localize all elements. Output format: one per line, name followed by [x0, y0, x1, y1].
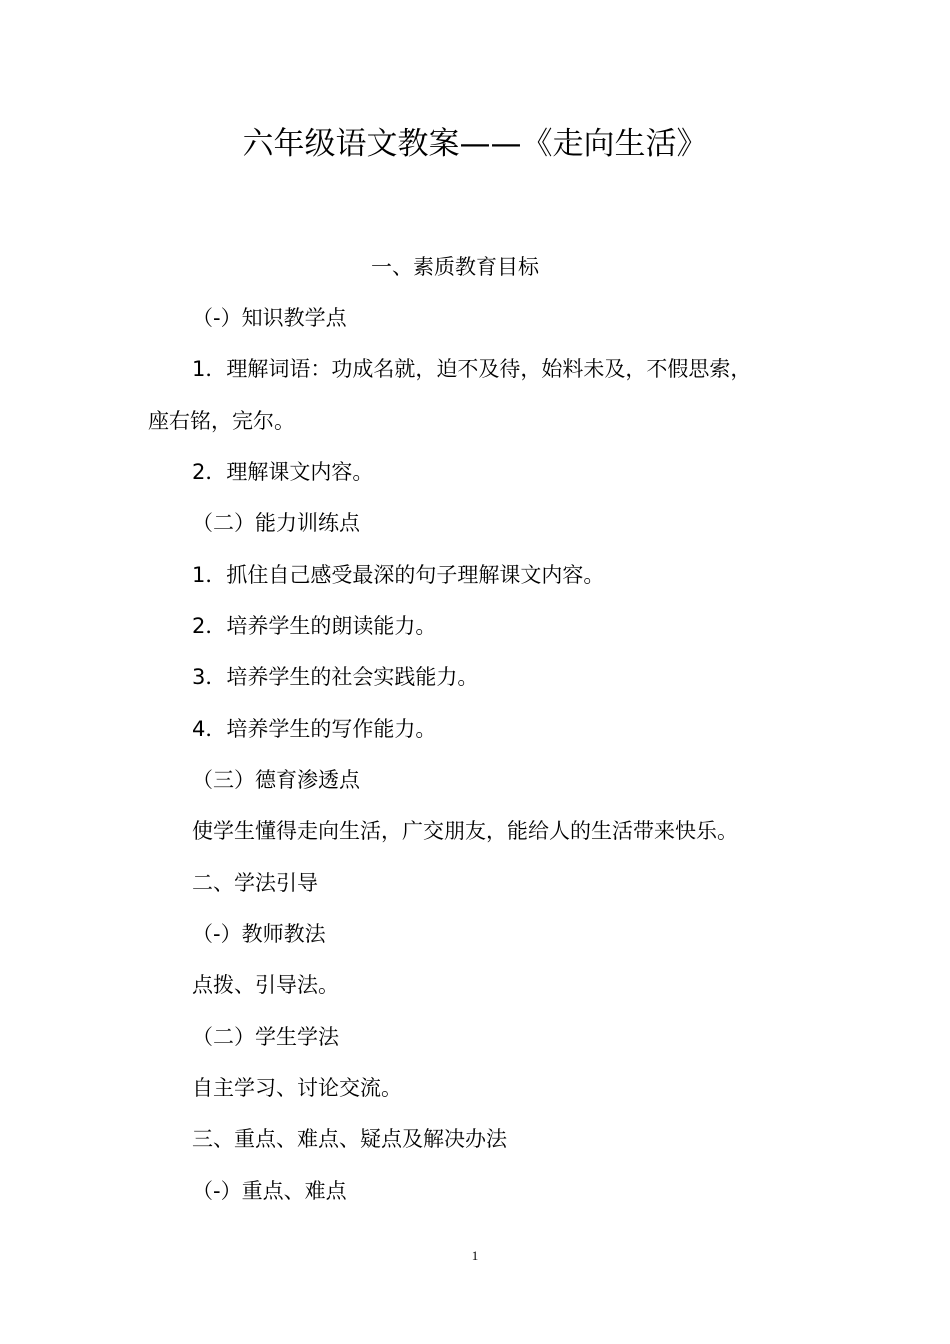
body-line: 使学生懂得走向生活，广交朋友，能给人的生活带来快乐。 [192, 819, 738, 843]
page-number: 1 [471, 1248, 479, 1263]
body-line: 1．理解词语：功成名就，迫不及待，始料未及，不假思索， [192, 357, 752, 381]
body-line-continuation: 座右铭，完尔。 [148, 409, 295, 433]
body-line: 4．培养学生的写作能力。 [192, 717, 437, 741]
section-heading-3: 三、重点、难点、疑点及解决办法 [192, 1127, 507, 1151]
document-title: 六年级语文教案——《走向生活》 [242, 126, 708, 162]
subsection-heading: （二）学生学法 [192, 1025, 339, 1049]
subsection-heading: （-）知识教学点 [192, 306, 347, 330]
subsection-heading: （-）教师教法 [192, 922, 326, 946]
subsection-heading: （-）重点、难点 [192, 1179, 347, 1203]
section-heading-2: 二、学法引导 [192, 871, 318, 895]
subsection-heading: （二）能力训练点 [192, 511, 360, 535]
body-line: 3．培养学生的社会实践能力。 [192, 665, 479, 689]
subsection-heading: （三）德育渗透点 [192, 768, 360, 792]
body-line: 1．抓住自己感受最深的句子理解课文内容。 [192, 563, 605, 587]
body-line: 2．培养学生的朗读能力。 [192, 614, 437, 638]
body-line: 自主学习、讨论交流。 [192, 1076, 402, 1100]
section-heading-1: 一、素质教育目标 [371, 255, 539, 279]
body-line: 点拨、引导法。 [192, 973, 339, 997]
body-line: 2．理解课文内容。 [192, 460, 374, 484]
